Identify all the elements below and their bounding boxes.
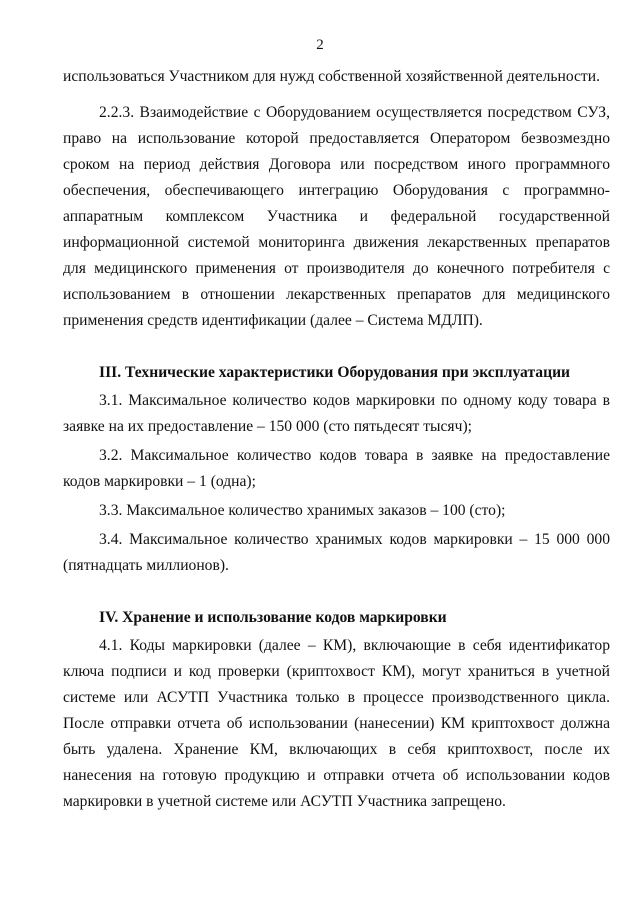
item-3-1: 3.1. Максимальное количество кодов маркировки по одному коду товара в заявке на их предоставление – 150 000 (сто пятьдесят тысяч); [63,392,610,435]
item-3-4: 3.4. Максимальное количество хранимых кодов маркировки – 15 000 000 (пятнадцать миллионов). [63,531,610,574]
section-3-heading: III. Технические характеристики Оборудования при эксплуатации [99,364,571,381]
item-3-2: 3.2. Максимальное количество кодов товара в заявке на предоставление кодов маркировки – 1 (одна); [63,447,610,490]
page-number: 2 [316,37,324,53]
section-4-heading: IV. Хранение и использование кодов маркировки [99,609,447,626]
paragraph-continuation: использоваться Участником для нужд собственной хозяйственной деятельности. [63,68,600,85]
paragraph-4-1: 4.1. Коды маркировки (далее – КМ), включающие в себя идентификатор ключа подписи и код проверки (криптохвост КМ), могут храниться в учетной системе или АСУТП Участника только в процессе производственного цикла. После отправки отчета об использовании (нанесении) КМ криптохвост должна быть удалена. Хранение КМ, включающих в себя криптохвост, после их нанесения на готовую продукцию и отправки отчета об использовании кодов маркировки в учетной системе или АСУТП Участника запрещено. [63,637,610,810]
paragraph-2-2-3: 2.2.3. Взаимодействие с Оборудованием осуществляется посредством СУЗ, право на использование которой предоставляется Оператором безвозмездно сроком на период действия Договора или посредством иного программного обеспечения, обеспечивающего интеграцию Оборудования с программно-аппаратным комплексом Участника и федеральной государственной информационной системой мониторинга движения лекарственных препаратов для медицинского применения от производителя до конечного потребителя с использованием в отношении лекарственных препаратов для медицинского применения средств идентификации (далее – Система МДЛП). [63,104,610,329]
document-body [63,64,610,815]
item-3-3: 3.3. Максимальное количество хранимых заказов – 100 (сто); [99,502,506,519]
